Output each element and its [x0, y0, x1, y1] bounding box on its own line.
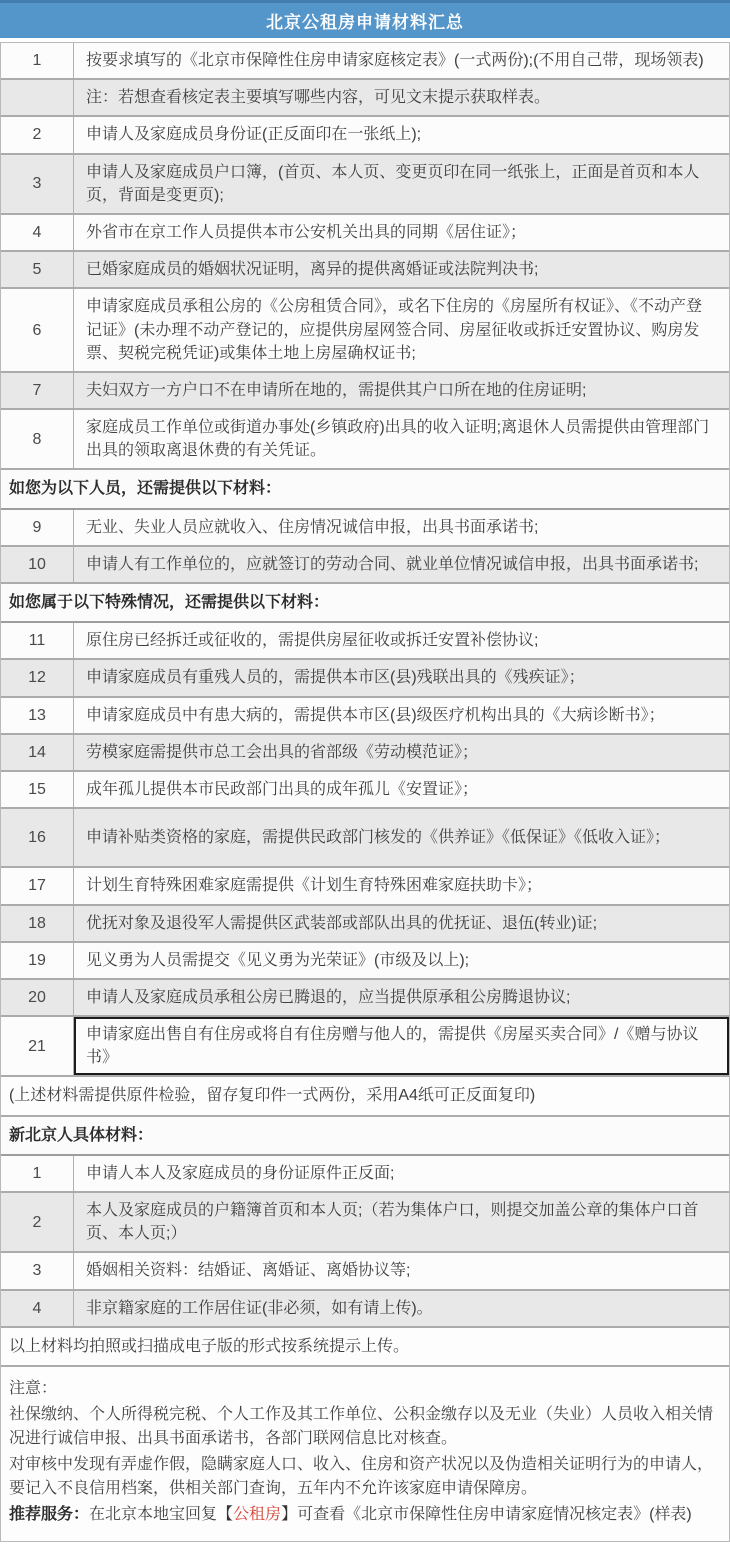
table-row: [1, 868, 729, 905]
note-row: (上述材料需提供原件检验，留存复印件一式两份，采用A4纸可正反面复印): [1, 1077, 729, 1116]
row-text: 计划生育特殊困难家庭需提供《计划生育特殊困难家庭扶助卡》；: [86, 877, 543, 895]
row-text: 申请家庭成员中有患大病的，需提供本市区(县)级医疗机构出具的《大病诊断书》；: [86, 706, 665, 724]
row-number: 1: [1, 1156, 74, 1191]
row-number: [1, 80, 74, 115]
row-text: 申请人及家庭成员承租公房已腾退的，应当提供原承租公房腾退协议;: [86, 988, 571, 1006]
row-number: 16: [1, 809, 74, 866]
bracket-close: 】: [281, 1505, 298, 1523]
table-row: [1, 510, 729, 547]
row-number: 13: [1, 698, 74, 733]
row-number: 17: [1, 868, 74, 903]
recommend-text-post: 可查看《北京市保障性住房申请家庭情况核定表》(样表): [297, 1505, 692, 1523]
row-number: 11: [1, 623, 74, 658]
notice-line: 对审核中发现有弄虚作假，隐瞒家庭人口、收入、住房和资产状况以及伪造相关证明行为的申请人，要记入不良信用档案，供相关部门查询，五年内不允许该家庭申请保障房。: [9, 1455, 714, 1497]
row-text: 外省市在京工作人员提供本市公安机关出具的同期《居住证》；: [86, 223, 527, 241]
section-header: 新北京人具体材料：: [1, 1117, 729, 1156]
row-number: 10: [1, 547, 74, 582]
row-number: 1: [1, 43, 74, 78]
row-number: 4: [1, 1291, 74, 1326]
row-text: 优抚对象及退役军人需提供区武装部或部队出具的优抚证、退伍(转业)证;: [86, 914, 598, 932]
table-row: [1, 1193, 729, 1253]
note-row: 以上材料均拍照或扫描成电子版的形式按系统提示上传。: [1, 1328, 729, 1367]
row-text: 夫妇双方一方户口不在申请所在地的，需提供其户口所在地的住房证明;: [86, 381, 587, 399]
row-text: 申请人有工作单位的，应就签订的劳动合同、就业单位情况诚信申报，出具书面承诺书;: [86, 555, 699, 573]
table-row: [1, 155, 729, 215]
table-row: [1, 215, 729, 252]
row-text: 本人及家庭成员的户籍簿首页和本人页;（若为集体户口，则提交加盖公章的集体户口首页、本人页;）: [86, 1202, 699, 1243]
table-row: [1, 735, 729, 772]
row-number: 6: [1, 289, 74, 371]
row-text: 申请补贴类资格的家庭，需提供民政部门核发的《供养证》《低保证》《低收入证》；: [86, 829, 671, 847]
table-row: [1, 1017, 729, 1077]
row-text: 申请人及家庭成员身份证(正反面印在一张纸上);: [86, 126, 422, 144]
table-row: [1, 698, 729, 735]
row-number: 9: [1, 510, 74, 545]
keyword-highlight: 公租房: [233, 1505, 282, 1523]
table-row: [1, 772, 729, 809]
row-text: 劳模家庭需提供市总工会出具的省部级《劳动模范证》；: [86, 743, 479, 761]
row-text: 已婚家庭成员的婚姻状况证明，离异的提供离婚证或法院判决书;: [86, 261, 539, 279]
page-title: 北京公租房申请材料汇总: [0, 0, 730, 38]
row-text: 无业、失业人员应就收入、住房情况诚信申报，出具书面承诺书;: [86, 518, 539, 536]
recommend-text: 在北京本地宝回复: [89, 1505, 218, 1523]
row-text: 申请家庭成员承租公房的《公房租赁合同》，或名下住房的《房屋所有权证》、《不动产登记证》(未办理不动产登记的，应提供房屋网签合同、房屋征收或拆迁安置协议、购房发票、契税完税凭证)或集体土地上房屋确权证书;: [86, 298, 703, 362]
table-row: [1, 809, 729, 868]
row-number: 3: [1, 1253, 74, 1288]
row-text: 申请人本人及家庭成员的身份证原件正反面;: [86, 1164, 395, 1182]
row-number: 2: [1, 117, 74, 152]
row-number: 14: [1, 735, 74, 770]
row-number: 2: [1, 1193, 74, 1251]
row-text: 家庭成员工作单位或街道办事处(乡镇政府)出具的收入证明;离退休人员需提供由管理部门出具的领取离退休费的有关凭证。: [86, 419, 710, 460]
recommend-label: 推荐服务：: [9, 1505, 90, 1523]
table-row: [1, 906, 729, 943]
table-row: [1, 547, 729, 584]
table-row: [1, 410, 729, 470]
table-row: [1, 80, 729, 117]
row-text: 按要求填写的《北京市保障性住房申请家庭核定表》(一式两份);(不用自己带，现场领表): [86, 52, 704, 69]
row-text: 原住房已经拆迁或征收的，需提供房屋征收或拆迁安置补偿协议;: [86, 632, 539, 650]
row-text: 申请家庭成员有重残人员的，需提供本市区(县)残联出具的《残疾证》；: [86, 669, 585, 687]
table-row: [1, 980, 729, 1017]
row-number: 5: [1, 252, 74, 287]
row-text: 申请家庭出售自有住房或将自有住房赠与他人的，需提供《房屋买卖合同》/《赠与协议书》: [74, 1017, 729, 1075]
bracket-open: 【: [217, 1505, 234, 1523]
row-number: 8: [1, 410, 74, 468]
row-text: 成年孤儿提供本市民政部门出具的成年孤儿《安置证》；: [86, 780, 479, 798]
row-number: 3: [1, 155, 74, 213]
table-row: [1, 623, 729, 660]
table-row: [1, 660, 729, 697]
row-number: 20: [1, 980, 74, 1015]
recommend-line: [9, 1503, 721, 1527]
row-text: 注：若想查看核定表主要填写哪些内容，可见文末提示获取样表。: [86, 89, 551, 107]
table-row: [1, 1291, 729, 1328]
notice-block: [1, 1367, 729, 1541]
row-number: 7: [1, 373, 74, 408]
notice-line: 社保缴纳、个人所得税完税、个人工作及其工作单位、公积金缴存以及无业（失业）人员收入相关情况进行诚信申报、出具书面承诺书，各部门联网信息比对核查。: [9, 1405, 714, 1447]
table-row: [1, 117, 729, 154]
row-number: 4: [1, 215, 74, 250]
table-row: [1, 1253, 729, 1290]
materials-table: [0, 42, 730, 1542]
row-text: 婚姻相关资料：结婚证、离婚证、离婚协议等;: [86, 1262, 411, 1280]
table-row: [1, 289, 729, 373]
table-row: [1, 373, 729, 410]
notice-line: 注意：: [9, 1379, 58, 1397]
row-number: 15: [1, 772, 74, 807]
row-text: 非京籍家庭的工作居住证(非必须，如有请上传)。: [86, 1299, 433, 1317]
row-number: 18: [1, 906, 74, 941]
table-row: [1, 943, 729, 980]
row-text: 申请人及家庭成员户口簿，(首页、本人页、变更页印在同一纸张上，正面是首页和本人页，背面是变更页);: [86, 163, 700, 204]
row-text: 见义勇为人员需提交《见义勇为光荣证》(市级及以上);: [86, 951, 470, 969]
row-number: 21: [1, 1017, 74, 1075]
table-row: [1, 1156, 729, 1193]
table-row: [1, 252, 729, 289]
section-header: 如您属于以下特殊情况，还需提供以下材料：: [1, 584, 729, 623]
table-row: [1, 43, 729, 80]
row-number: 19: [1, 943, 74, 978]
row-number: 12: [1, 660, 74, 695]
section-header: 如您为以下人员，还需提供以下材料：: [1, 470, 729, 509]
